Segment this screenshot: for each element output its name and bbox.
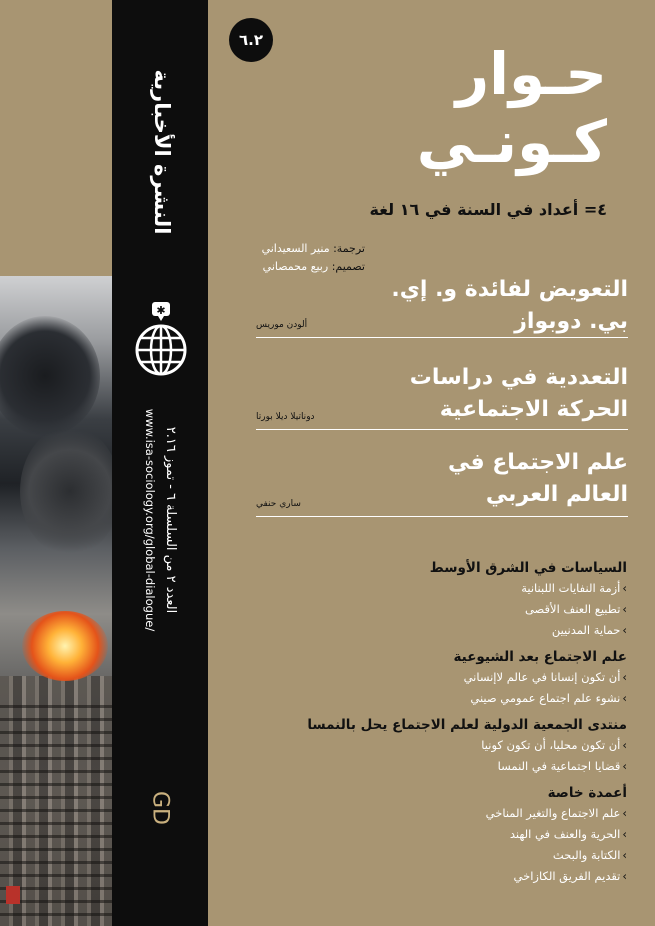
toc-section-heading: أعمدة خاصة (547, 785, 627, 801)
toc-item[interactable]: › تقديم الفريق الكازاخي (267, 866, 627, 887)
feature-author: ساري حنفي (256, 499, 301, 509)
toc-item[interactable]: › تطبيع العنف الأقصى (267, 599, 627, 620)
toc-item[interactable]: › الكتابة والبحث (267, 845, 627, 866)
cover-top-left-panel (0, 0, 112, 276)
feature-title-line: بي. دوبواز (514, 309, 628, 334)
spine-issue-block (140, 375, 180, 665)
divider (256, 337, 628, 338)
bulletin-title: النشرة الأخبارية (150, 69, 174, 235)
toc-section-heading: منتدى الجمعية الدولية لعلم الاجتماع يحل بالنمسا (307, 717, 627, 733)
tagline: ٤= أعداد في السنة في ١٦ لغة (369, 200, 607, 219)
toc-item[interactable]: › أن تكون إنسانا في عالم لاإنساني (267, 667, 627, 688)
smoke-cloud (0, 316, 100, 436)
feature-title-line: التعويض لفائدة و. إي. (391, 277, 628, 302)
toc-item[interactable]: › الحرية والعنف في الهند (267, 824, 627, 845)
globe-speech-icon (132, 300, 190, 378)
feature-title-line: علم الاجتماع في (447, 450, 628, 475)
feature-article[interactable] (228, 447, 628, 517)
feature-title-line: العالم العربي (485, 482, 628, 507)
toc-section-heading: علم الاجتماع بعد الشيوعية (453, 649, 627, 665)
feature-author: ألودن موريس (256, 320, 308, 330)
feature-title-line: التعددية في دراسات (409, 365, 628, 390)
gd-logo: GD (147, 791, 173, 825)
feature-article[interactable] (228, 274, 628, 338)
svg-text:✱: ✱ (156, 304, 166, 317)
toc-item[interactable]: › أن تكون محليا، أن تكون كونيا (267, 735, 627, 756)
explosion-fire (22, 611, 108, 681)
toc-item[interactable]: › نشوء علم اجتماع عمومي صيني (267, 688, 627, 709)
website-url[interactable]: www.isa-sociology.org/global-dialogue/ (143, 408, 157, 632)
divider (256, 516, 628, 517)
building-detail (6, 886, 20, 904)
issue-number-badge: ٦.٢ (229, 18, 273, 62)
table-of-contents (267, 552, 627, 887)
spine (112, 0, 208, 926)
feature-author: دوناتيلا ديلا بورتا (256, 412, 315, 422)
cover-photo (0, 276, 112, 926)
feature-article[interactable] (228, 362, 628, 430)
toc-item[interactable]: › علم الاجتماع والتغير المناخي (267, 803, 627, 824)
toc-item[interactable]: › أزمة النفايات اللبنانية (267, 578, 627, 599)
toc-item[interactable]: › قضايا اجتماعية في النمسا (267, 756, 627, 777)
logo-line-2: كـونـي (416, 108, 607, 176)
credit-name: ربيع محمصاني (262, 260, 329, 273)
credit-name: منير السعيداني (261, 242, 330, 255)
smoke-cloud (20, 426, 112, 556)
credit-role: ترجمة: (333, 242, 365, 255)
logo-line-1: حـوار (455, 40, 607, 108)
issue-info: العدد ٢ من السلسلة ٦ - تموز ٢.١٦ (163, 426, 178, 614)
credits (215, 240, 365, 276)
credit-role: تصميم: (331, 260, 365, 273)
divider (256, 429, 628, 430)
toc-section-heading: السياسات في الشرق الأوسط (429, 560, 627, 576)
toc-item[interactable]: › حماية المدنيين (267, 620, 627, 641)
credit-translation (215, 240, 365, 258)
feature-title-line: الحركة الاجتماعية (439, 397, 628, 422)
